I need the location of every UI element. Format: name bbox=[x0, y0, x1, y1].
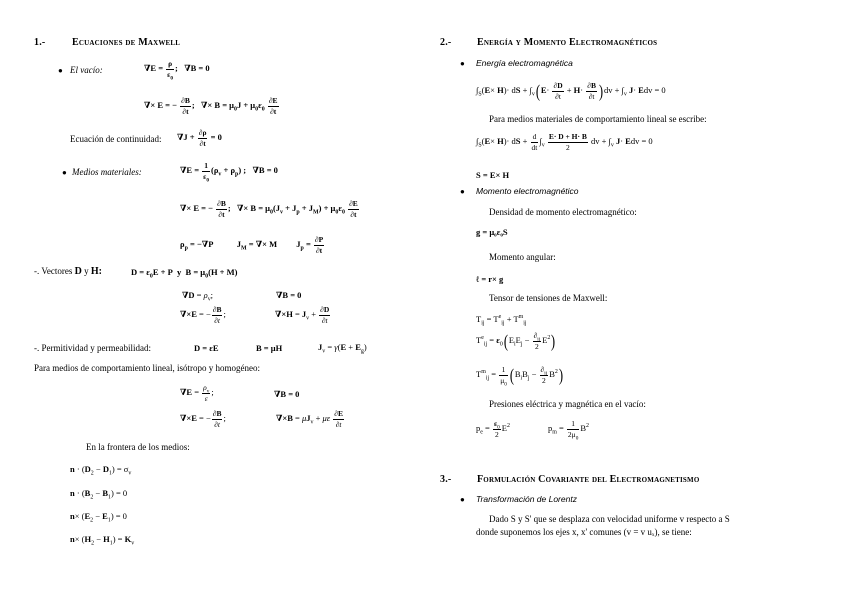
materials-source-equations: $\rho_p = -\nabla P$ $J_M$ = ∇× M $J_p$ = $\frac{\partial P}{\partial t}$ bbox=[180, 235, 324, 255]
boundary-eq-H: $n\times (H_2 - H_1) = K_v$ bbox=[70, 534, 135, 547]
materials-label: Medios materiales: bbox=[72, 167, 142, 177]
pressure-text: Presiones eléctrica y magnética en el vacío: bbox=[489, 399, 646, 409]
vector-H-symbol: H: bbox=[90, 266, 102, 277]
linear-curlB-equation: $\nabla\times B = \mu J_v + \mu\varepsilon$ $\frac{\partial E}{\partial t}$ bbox=[276, 409, 343, 429]
vectors-prefix: -. Vectores bbox=[34, 266, 73, 276]
section-1-number: 1.- bbox=[34, 37, 46, 48]
boundary-eq-D: $n \cdot (D_2 - D_1) = \sigma_v$ bbox=[70, 464, 132, 477]
momentum-density-equation: g = μ₀ε₀S bbox=[476, 227, 508, 237]
vectors-curlE-equation: ∇×E = − $\frac{\partial B}{\partial t}$ ; bbox=[180, 305, 226, 325]
electric-pressure-equation: $p_e$ = $\frac{\varepsilon_0}{2}$ $E^2$ bbox=[476, 419, 510, 439]
energy-label: Energía electromagnética bbox=[476, 58, 573, 68]
permittivity-eq-J: $J_v = \gamma(E + E_g)$ bbox=[318, 342, 367, 355]
vectors-line bbox=[34, 267, 102, 277]
vectors-constitutive-equation: $D = \varepsilon_0E + P$ y $B = \mu_0(H + M)$ bbox=[131, 267, 238, 280]
lorentz-text-line-1: Dado S y S' que se desplaza con velocidad uniforme v respecto a S bbox=[489, 514, 730, 524]
bullet-icon: ● bbox=[62, 168, 67, 177]
lorentz-label: Transformación de Lorentz bbox=[476, 494, 577, 504]
vectors-divD-equation: $\nabla D = \rho_v$; bbox=[182, 290, 214, 303]
permittivity-eq-B: B = μH bbox=[256, 343, 283, 353]
stress-tensor-magnetic: $T^m_{ij}$ = $\frac{1}{\mu_0}$ ($B_iB_j$ − $\frac{\partial_{ij}}{2}$ $B^2$) bbox=[476, 365, 563, 387]
energy-equation-1: $\int_S(E\times H)\cdot$ dS + $\int_v(E\cdot$ $\frac{\partial D}{\partial t}$ + H· $\frac{\partial B}{\partial t}$ )$dv + \int_v$ J· Edv = 0 bbox=[476, 81, 666, 101]
section-3-title: Formulación Covariante del Electromagnetismo bbox=[477, 474, 700, 485]
vector-D-symbol: D bbox=[74, 266, 82, 277]
vectors-divB-equation: ∇B = 0 bbox=[276, 290, 302, 300]
bullet-icon: ● bbox=[460, 187, 465, 196]
angular-momentum-text: Momento angular: bbox=[489, 252, 556, 262]
poynting-vector-equation: S = E× H bbox=[476, 170, 510, 180]
stress-tensor-electric: $T^e_{ij} = \varepsilon_0(E_iE_j$ − $\frac{\partial_{ij}}{2}$ $E^2$) bbox=[476, 331, 556, 351]
stress-tensor-equation: $T_{ij} = T^e_{ij} + T^m_{ij}$ bbox=[476, 314, 527, 327]
permittivity-label: -. Permitividad y permeabilidad: bbox=[34, 343, 151, 353]
linear-media-text: Para medios de comportamiento lineal, isótropo y homogéneo: bbox=[34, 363, 260, 373]
momentum-density-text: Densidad de momento electromagnético: bbox=[489, 207, 637, 217]
section-1-title: Ecuaciones de Maxwell bbox=[72, 37, 181, 48]
section-3-number: 3.- bbox=[440, 474, 452, 485]
vectors-curlH-equation: $\nabla\times H = J_v$ + $\frac{\partial D}{\partial t}$ bbox=[275, 305, 330, 325]
magnetic-pressure-equation: $p_m$ = $\frac{1}{2\mu_0}$ $B^2$ bbox=[548, 419, 589, 441]
vacuum-label: El vacío: bbox=[70, 65, 103, 75]
angular-momentum-equation: ℓ = r× g bbox=[476, 274, 504, 284]
section-2-title: Energía y Momento Electromagnéticos bbox=[477, 37, 658, 48]
linear-divB-equation: ∇B = 0 bbox=[274, 389, 300, 399]
boundary-eq-E: $n\times (E_2 - E_1) = 0$ bbox=[70, 511, 127, 524]
continuity-equation: ∇J + $\frac{\partial\rho}{\partial t}$ = 0 bbox=[177, 128, 222, 148]
energy-materials-text: Para medios materiales de comportamiento lineal se escribe: bbox=[489, 114, 707, 124]
vacuum-div-equations: ∇E = $\frac{\rho}{\varepsilon_0}$ ; ∇B = 0 bbox=[144, 59, 210, 81]
vectors-and: y bbox=[84, 266, 89, 276]
permittivity-eq-D: D = εE bbox=[194, 343, 219, 353]
vacuum-curl-equations: ∇× E = − $\frac{\partial B}{\partial t}$ ; ∇× $B = \mu_0J + \mu_0\varepsilon_0$ $\frac{\partial E}{\partial t}$ bbox=[144, 96, 278, 116]
materials-div-equations: ∇E = $\frac{1}{\varepsilon_0}$ $(\rho_v + \rho_p)$ ; ∇B = 0 bbox=[180, 161, 278, 183]
boundary-label: En la frontera de los medios: bbox=[86, 442, 190, 452]
linear-curlE-equation: ∇×E = − $\frac{\partial B}{\partial t}$ ; bbox=[180, 409, 226, 429]
bullet-icon: ● bbox=[58, 66, 63, 75]
boundary-eq-B: $n \cdot (B_2 - B_1) = 0$ bbox=[70, 488, 128, 501]
bullet-icon: ● bbox=[460, 59, 465, 68]
materials-curl-equations: ∇× E = − $\frac{\partial B}{\partial t}$ ; ∇× $B = \mu_0(J_v + J_p + J_M) + \mu_0\varepsilon_0$ $\frac{\partial E}{\partial t}$ bbox=[180, 199, 358, 219]
continuity-label: Ecuación de continuidad: bbox=[70, 134, 162, 144]
section-2-number: 2.- bbox=[440, 37, 452, 48]
stress-tensor-text: Tensor de tensiones de Maxwell: bbox=[489, 293, 608, 303]
bullet-icon: ● bbox=[460, 495, 465, 504]
momentum-label: Momento electromagnético bbox=[476, 186, 579, 196]
linear-divE-equation: ∇E = $\frac{\rho_v}{\varepsilon}$ ; bbox=[180, 383, 214, 403]
energy-equation-2: $\int_S(E\times H)\cdot$ dS + $\frac{d}{dt}$ $\int_v$ $\frac{E\cdot D + H\cdot B}{2}$ dv + $\int_v$ J· Edv = 0 bbox=[476, 132, 653, 152]
lorentz-text-line-2: donde suponemos los ejes x, x' comunes (v = v uₓ), se tiene: bbox=[476, 527, 692, 537]
